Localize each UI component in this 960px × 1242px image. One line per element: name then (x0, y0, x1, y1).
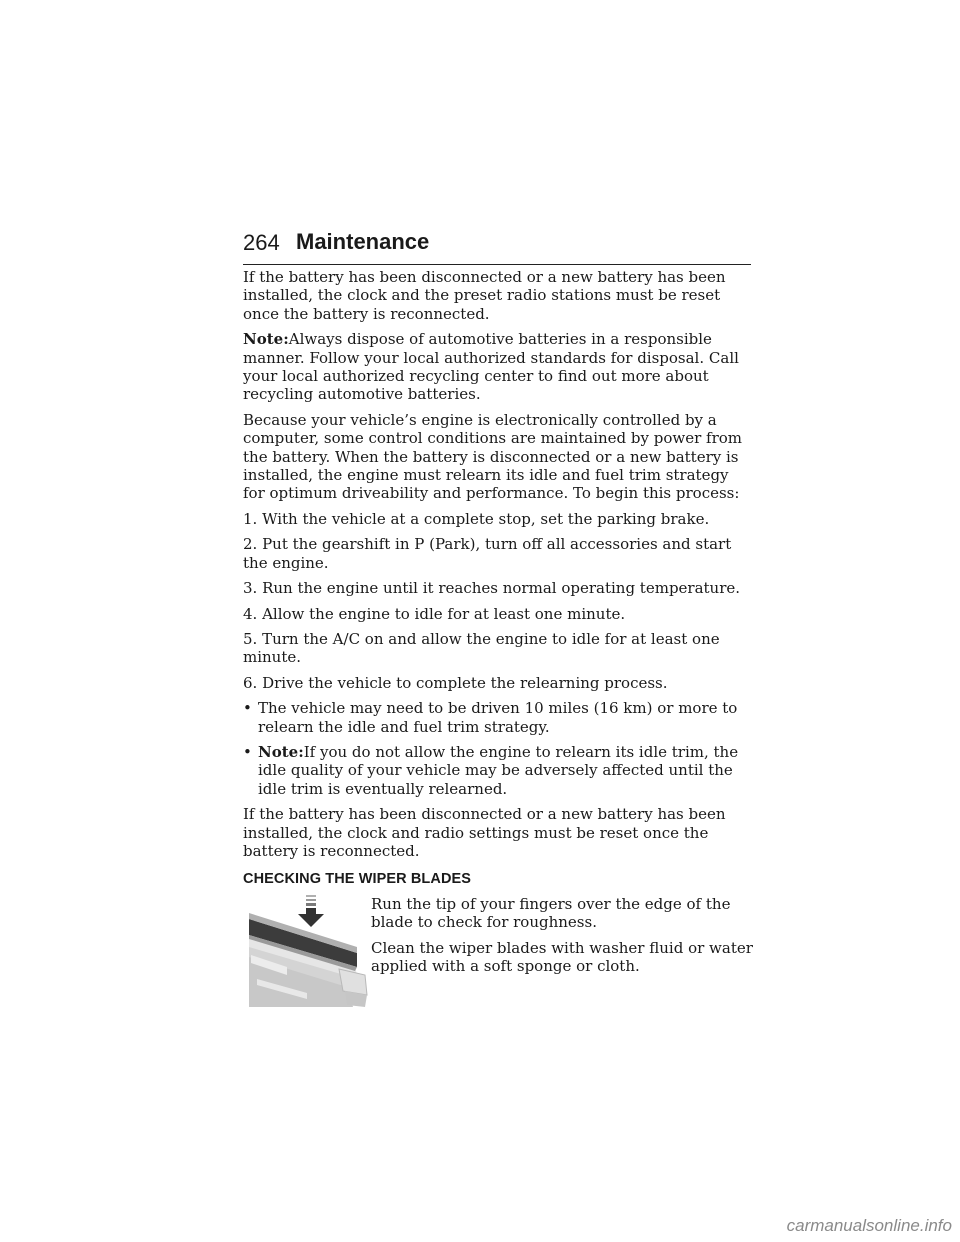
battery-reset-paragraph: If the battery has been disconnected or a new battery has been installed, the clock and the preset radio stations must be reset once the battery is reconnected. (243, 268, 726, 323)
step-6: 6. Drive the vehicle to complete the relearning process. (243, 673, 668, 692)
bullet-icon: • (243, 699, 252, 718)
section-title: Maintenance (296, 229, 430, 254)
note-label: Note: (243, 330, 289, 349)
step-5: 5. Turn the A/C on and allow the engine to idle for at least one minute. (243, 629, 720, 667)
bullet-icon: • (243, 742, 252, 761)
step-3: 3. Run the engine until it reaches normal operating temperature. (243, 579, 741, 598)
wiper-instructions (371, 895, 761, 983)
note-label: Note: (258, 742, 304, 761)
page-number: 264 (243, 230, 280, 255)
step-4: 4. Allow the engine to idle for at least one minute. (243, 604, 626, 623)
bullet-item (243, 699, 753, 736)
bullet-note (258, 743, 753, 798)
wiper-check-paragraph: Run the tip of your fingers over the edge of the blade to check for roughness. (371, 894, 731, 932)
watermark: carmanualsonline.info (786, 1216, 952, 1235)
wiper-blade-illustration (247, 895, 369, 1017)
relearn-intro-paragraph: Because your vehicle’s engine is electronically controlled by a computer, some control conditions are maintained by power from the battery. When the battery is disconnected or a new battery is installed, the engine must relearn its idle and fuel trim strategy for optimum driveability and performance. To begin this process: (243, 410, 743, 503)
note-text: Always dispose of automotive batteries in a responsible manner. Follow your local authorized standards for disposal. Call your local authorized recycling center to find out more about recycling automotive batteries. (243, 330, 739, 404)
wiper-section-heading: CHECKING THE WIPER BLADES (243, 871, 472, 888)
step-2: 2. Put the gearshift in P (Park), turn off all accessories and start the engine. (243, 535, 732, 572)
disposal-note (243, 330, 753, 404)
note-text: If you do not allow the engine to relearn its idle trim, the idle quality of your vehicle may be adversely affected until the idle trim is eventually relearned. (258, 742, 739, 798)
bullet-item (243, 743, 753, 798)
radio-reset-paragraph: If the battery has been disconnected or a new battery has been installed, the clock and radio settings must be reset once the battery is reconnected. (243, 805, 726, 860)
page-content (243, 268, 753, 1020)
wiper-clean-paragraph: Clean the wiper blades with washer fluid or water applied with a soft sponge or cloth. (371, 938, 753, 975)
bullet-text: The vehicle may need to be driven 10 miles (16 km) or more to relearn the idle and fuel trim strategy. (258, 699, 738, 736)
wiper-section (243, 895, 753, 1020)
step-1: 1. With the vehicle at a complete stop, set the parking brake. (243, 509, 710, 528)
page-header (243, 228, 751, 265)
